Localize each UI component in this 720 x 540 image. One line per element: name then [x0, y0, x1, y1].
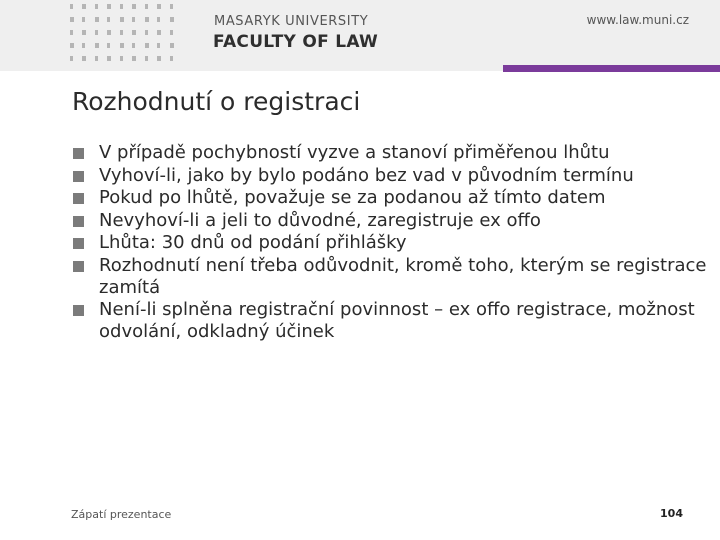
- bullet-text: Pokud po lhůtě, považuje se za podanou až tímto datem: [99, 187, 606, 208]
- bullet-text: Rozhodnutí není třeba odůvodnit, kromě toho, kterým se registrace zamítá: [99, 254, 707, 298]
- bullet-list: [72, 142, 712, 344]
- bullet-item: [72, 232, 712, 254]
- header-accent-bar: [503, 65, 720, 72]
- website-url[interactable]: www.law.muni.cz: [586, 13, 689, 27]
- bullet-square-icon: [73, 216, 84, 227]
- bullet-square-icon: [73, 193, 84, 204]
- bullet-square-icon: [73, 148, 84, 159]
- bullet-text: Není-li splněna registrační povinnost – ex offo registrace, možnost odvolání, odkladný účinek: [99, 299, 695, 342]
- footer-text: Zápatí prezentace: [71, 508, 172, 521]
- bullet-text: Vyhoví-li, jako by bylo podáno bez vad v původním termínu: [99, 164, 634, 186]
- bullet-square-icon: [73, 238, 84, 249]
- bullet-square-icon: [73, 261, 84, 272]
- bullet-item: [72, 210, 712, 232]
- bullet-square-icon: [73, 171, 84, 182]
- muni-logo-pattern-icon: [64, 2, 194, 70]
- faculty-name: FACULTY OF LAW: [213, 32, 379, 52]
- bullet-item: [72, 165, 712, 187]
- slide-title: Rozhodnutí o registraci: [72, 87, 361, 116]
- bullet-text: Lhůta: 30 dnů od podání přihlášky: [99, 232, 407, 253]
- university-name: MASARYK UNIVERSITY: [214, 14, 369, 29]
- slide-header: [0, 0, 720, 71]
- page-number: 104: [660, 507, 683, 520]
- bullet-text: V případě pochybností vyzve a stanoví přiměřenou lhůtu: [99, 142, 610, 163]
- bullet-text: Nevyhoví-li a jeli to důvodné, zaregistruje ex offo: [99, 209, 541, 231]
- bullet-item: [72, 142, 712, 164]
- bullet-item: [72, 187, 712, 209]
- bullet-item: [72, 255, 712, 299]
- bullet-square-icon: [73, 305, 84, 316]
- bullet-item: [72, 299, 712, 343]
